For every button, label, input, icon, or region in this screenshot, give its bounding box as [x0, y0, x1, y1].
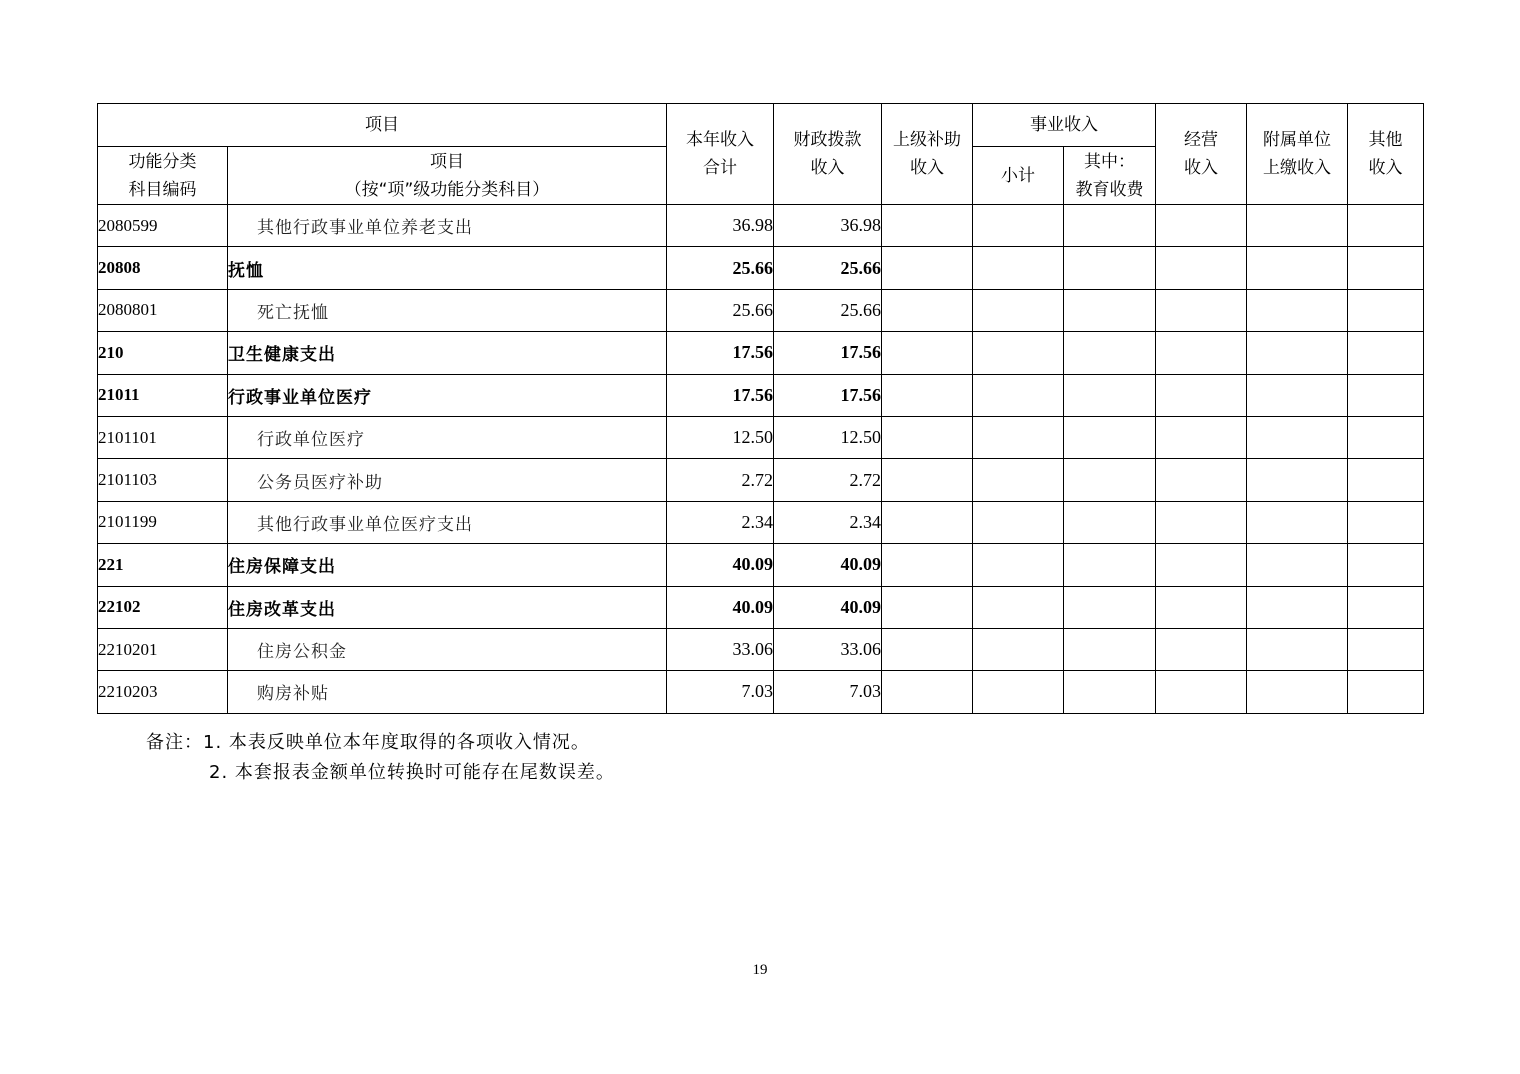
table-row: [98, 374, 1424, 416]
row-affiliated: [1247, 586, 1348, 628]
row-other: [1348, 628, 1424, 670]
table-row: [98, 501, 1424, 543]
header-item: 项目 （按“项”级功能分类科目）: [228, 147, 667, 205]
row-superior: [882, 628, 973, 670]
row-edu-fee: [1064, 416, 1156, 458]
row-affiliated: [1247, 459, 1348, 501]
row-code: 2210203: [98, 671, 228, 713]
row-edu-fee: [1064, 544, 1156, 586]
row-fiscal: 33.06: [774, 628, 882, 670]
row-total: 2.34: [667, 501, 774, 543]
row-operating: [1156, 544, 1247, 586]
row-other: [1348, 544, 1424, 586]
row-code: 221: [98, 544, 228, 586]
row-fiscal: 25.66: [774, 289, 882, 331]
row-total: 25.66: [667, 289, 774, 331]
row-item-name: 行政单位医疗: [228, 416, 667, 458]
row-operating: [1156, 332, 1247, 374]
row-other: [1348, 289, 1424, 331]
row-operating: [1156, 247, 1247, 289]
row-superior: [882, 544, 973, 586]
row-fiscal: 2.34: [774, 501, 882, 543]
row-total: 17.56: [667, 374, 774, 416]
table-row: [98, 205, 1424, 247]
row-code: 21011: [98, 374, 228, 416]
row-code: 20808: [98, 247, 228, 289]
row-item-name: 住房保障支出: [228, 544, 667, 586]
row-fiscal: 2.72: [774, 459, 882, 501]
row-edu-fee: [1064, 459, 1156, 501]
header-fiscal: 财政拨款 收入: [774, 104, 882, 205]
row-superior: [882, 205, 973, 247]
row-other: [1348, 416, 1424, 458]
header-other: 其他 收入: [1348, 104, 1424, 205]
row-superior: [882, 332, 973, 374]
table-row: [98, 247, 1424, 289]
row-business-subtotal: [973, 544, 1064, 586]
row-edu-fee: [1064, 628, 1156, 670]
row-business-subtotal: [973, 374, 1064, 416]
row-item-name: 其他行政事业单位养老支出: [228, 205, 667, 247]
row-code: 2101101: [98, 416, 228, 458]
header-project: 项目: [98, 104, 667, 147]
row-fiscal: 17.56: [774, 332, 882, 374]
row-business-subtotal: [973, 628, 1064, 670]
row-business-subtotal: [973, 501, 1064, 543]
row-code: 2210201: [98, 628, 228, 670]
row-item-name: 卫生健康支出: [228, 332, 667, 374]
table-body: [98, 205, 1424, 714]
row-fiscal: 7.03: [774, 671, 882, 713]
row-other: [1348, 459, 1424, 501]
row-code: 2080599: [98, 205, 228, 247]
row-business-subtotal: [973, 671, 1064, 713]
row-other: [1348, 332, 1424, 374]
row-total: 2.72: [667, 459, 774, 501]
row-operating: [1156, 416, 1247, 458]
row-business-subtotal: [973, 416, 1064, 458]
table-header-row-1: [98, 104, 1424, 147]
row-fiscal: 25.66: [774, 247, 882, 289]
row-edu-fee: [1064, 671, 1156, 713]
row-business-subtotal: [973, 459, 1064, 501]
row-item-name: 购房补贴: [228, 671, 667, 713]
row-affiliated: [1247, 289, 1348, 331]
header-edu-fee: 其中： 教育收费: [1064, 147, 1156, 205]
row-total: 25.66: [667, 247, 774, 289]
row-affiliated: [1247, 332, 1348, 374]
row-edu-fee: [1064, 289, 1156, 331]
row-superior: [882, 416, 973, 458]
row-total: 17.56: [667, 332, 774, 374]
row-total: 12.50: [667, 416, 774, 458]
row-other: [1348, 586, 1424, 628]
row-total: 36.98: [667, 205, 774, 247]
row-operating: [1156, 586, 1247, 628]
row-other: [1348, 671, 1424, 713]
remark-line-2: 2. 本套报表金额单位转换时可能存在尾数误差。: [209, 762, 615, 783]
header-subtotal: 小计: [973, 147, 1064, 205]
table-row: [98, 586, 1424, 628]
row-affiliated: [1247, 628, 1348, 670]
page-number: 19: [752, 962, 768, 978]
row-code: 22102: [98, 586, 228, 628]
row-total: 7.03: [667, 671, 774, 713]
row-total: 40.09: [667, 544, 774, 586]
remark-line-1: 备注：1. 本表反映单位本年度取得的各项收入情况。: [146, 732, 590, 753]
header-operating: 经营 收入: [1156, 104, 1247, 205]
row-affiliated: [1247, 501, 1348, 543]
table-row: [98, 671, 1424, 713]
row-operating: [1156, 671, 1247, 713]
row-operating: [1156, 501, 1247, 543]
row-affiliated: [1247, 671, 1348, 713]
row-other: [1348, 501, 1424, 543]
row-operating: [1156, 205, 1247, 247]
row-business-subtotal: [973, 289, 1064, 331]
row-item-name: 其他行政事业单位医疗支出: [228, 501, 667, 543]
row-total: 40.09: [667, 586, 774, 628]
row-item-name: 抚恤: [228, 247, 667, 289]
row-item-name: 住房改革支出: [228, 586, 667, 628]
row-affiliated: [1247, 205, 1348, 247]
row-fiscal: 17.56: [774, 374, 882, 416]
income-table: [97, 103, 1424, 714]
row-superior: [882, 459, 973, 501]
row-operating: [1156, 459, 1247, 501]
row-item-name: 死亡抚恤: [228, 289, 667, 331]
row-superior: [882, 671, 973, 713]
header-total: 本年收入 合计: [667, 104, 774, 205]
row-affiliated: [1247, 416, 1348, 458]
row-item-name: 住房公积金: [228, 628, 667, 670]
row-operating: [1156, 374, 1247, 416]
row-superior: [882, 247, 973, 289]
row-edu-fee: [1064, 332, 1156, 374]
row-edu-fee: [1064, 205, 1156, 247]
row-fiscal: 40.09: [774, 586, 882, 628]
row-code: 2080801: [98, 289, 228, 331]
table-row: [98, 416, 1424, 458]
row-edu-fee: [1064, 501, 1156, 543]
row-other: [1348, 205, 1424, 247]
row-code: 2101199: [98, 501, 228, 543]
table-row: [98, 289, 1424, 331]
row-business-subtotal: [973, 247, 1064, 289]
row-superior: [882, 501, 973, 543]
header-superior: 上级补助 收入: [882, 104, 973, 205]
row-edu-fee: [1064, 374, 1156, 416]
table-row: [98, 332, 1424, 374]
table-row: [98, 544, 1424, 586]
table-row: [98, 459, 1424, 501]
row-affiliated: [1247, 247, 1348, 289]
row-edu-fee: [1064, 586, 1156, 628]
row-affiliated: [1247, 544, 1348, 586]
header-code: 功能分类 科目编码: [98, 147, 228, 205]
row-other: [1348, 374, 1424, 416]
row-business-subtotal: [973, 332, 1064, 374]
row-code: 2101103: [98, 459, 228, 501]
row-operating: [1156, 289, 1247, 331]
row-other: [1348, 247, 1424, 289]
remarks: [146, 728, 615, 788]
row-business-subtotal: [973, 586, 1064, 628]
row-superior: [882, 289, 973, 331]
row-edu-fee: [1064, 247, 1156, 289]
header-business: 事业收入: [973, 104, 1156, 147]
row-fiscal: 12.50: [774, 416, 882, 458]
table-row: [98, 628, 1424, 670]
row-fiscal: 40.09: [774, 544, 882, 586]
row-superior: [882, 586, 973, 628]
row-business-subtotal: [973, 205, 1064, 247]
row-affiliated: [1247, 374, 1348, 416]
row-fiscal: 36.98: [774, 205, 882, 247]
row-item-name: 行政事业单位医疗: [228, 374, 667, 416]
row-superior: [882, 374, 973, 416]
row-item-name: 公务员医疗补助: [228, 459, 667, 501]
row-code: 210: [98, 332, 228, 374]
row-total: 33.06: [667, 628, 774, 670]
header-affiliated: 附属单位 上缴收入: [1247, 104, 1348, 205]
row-operating: [1156, 628, 1247, 670]
